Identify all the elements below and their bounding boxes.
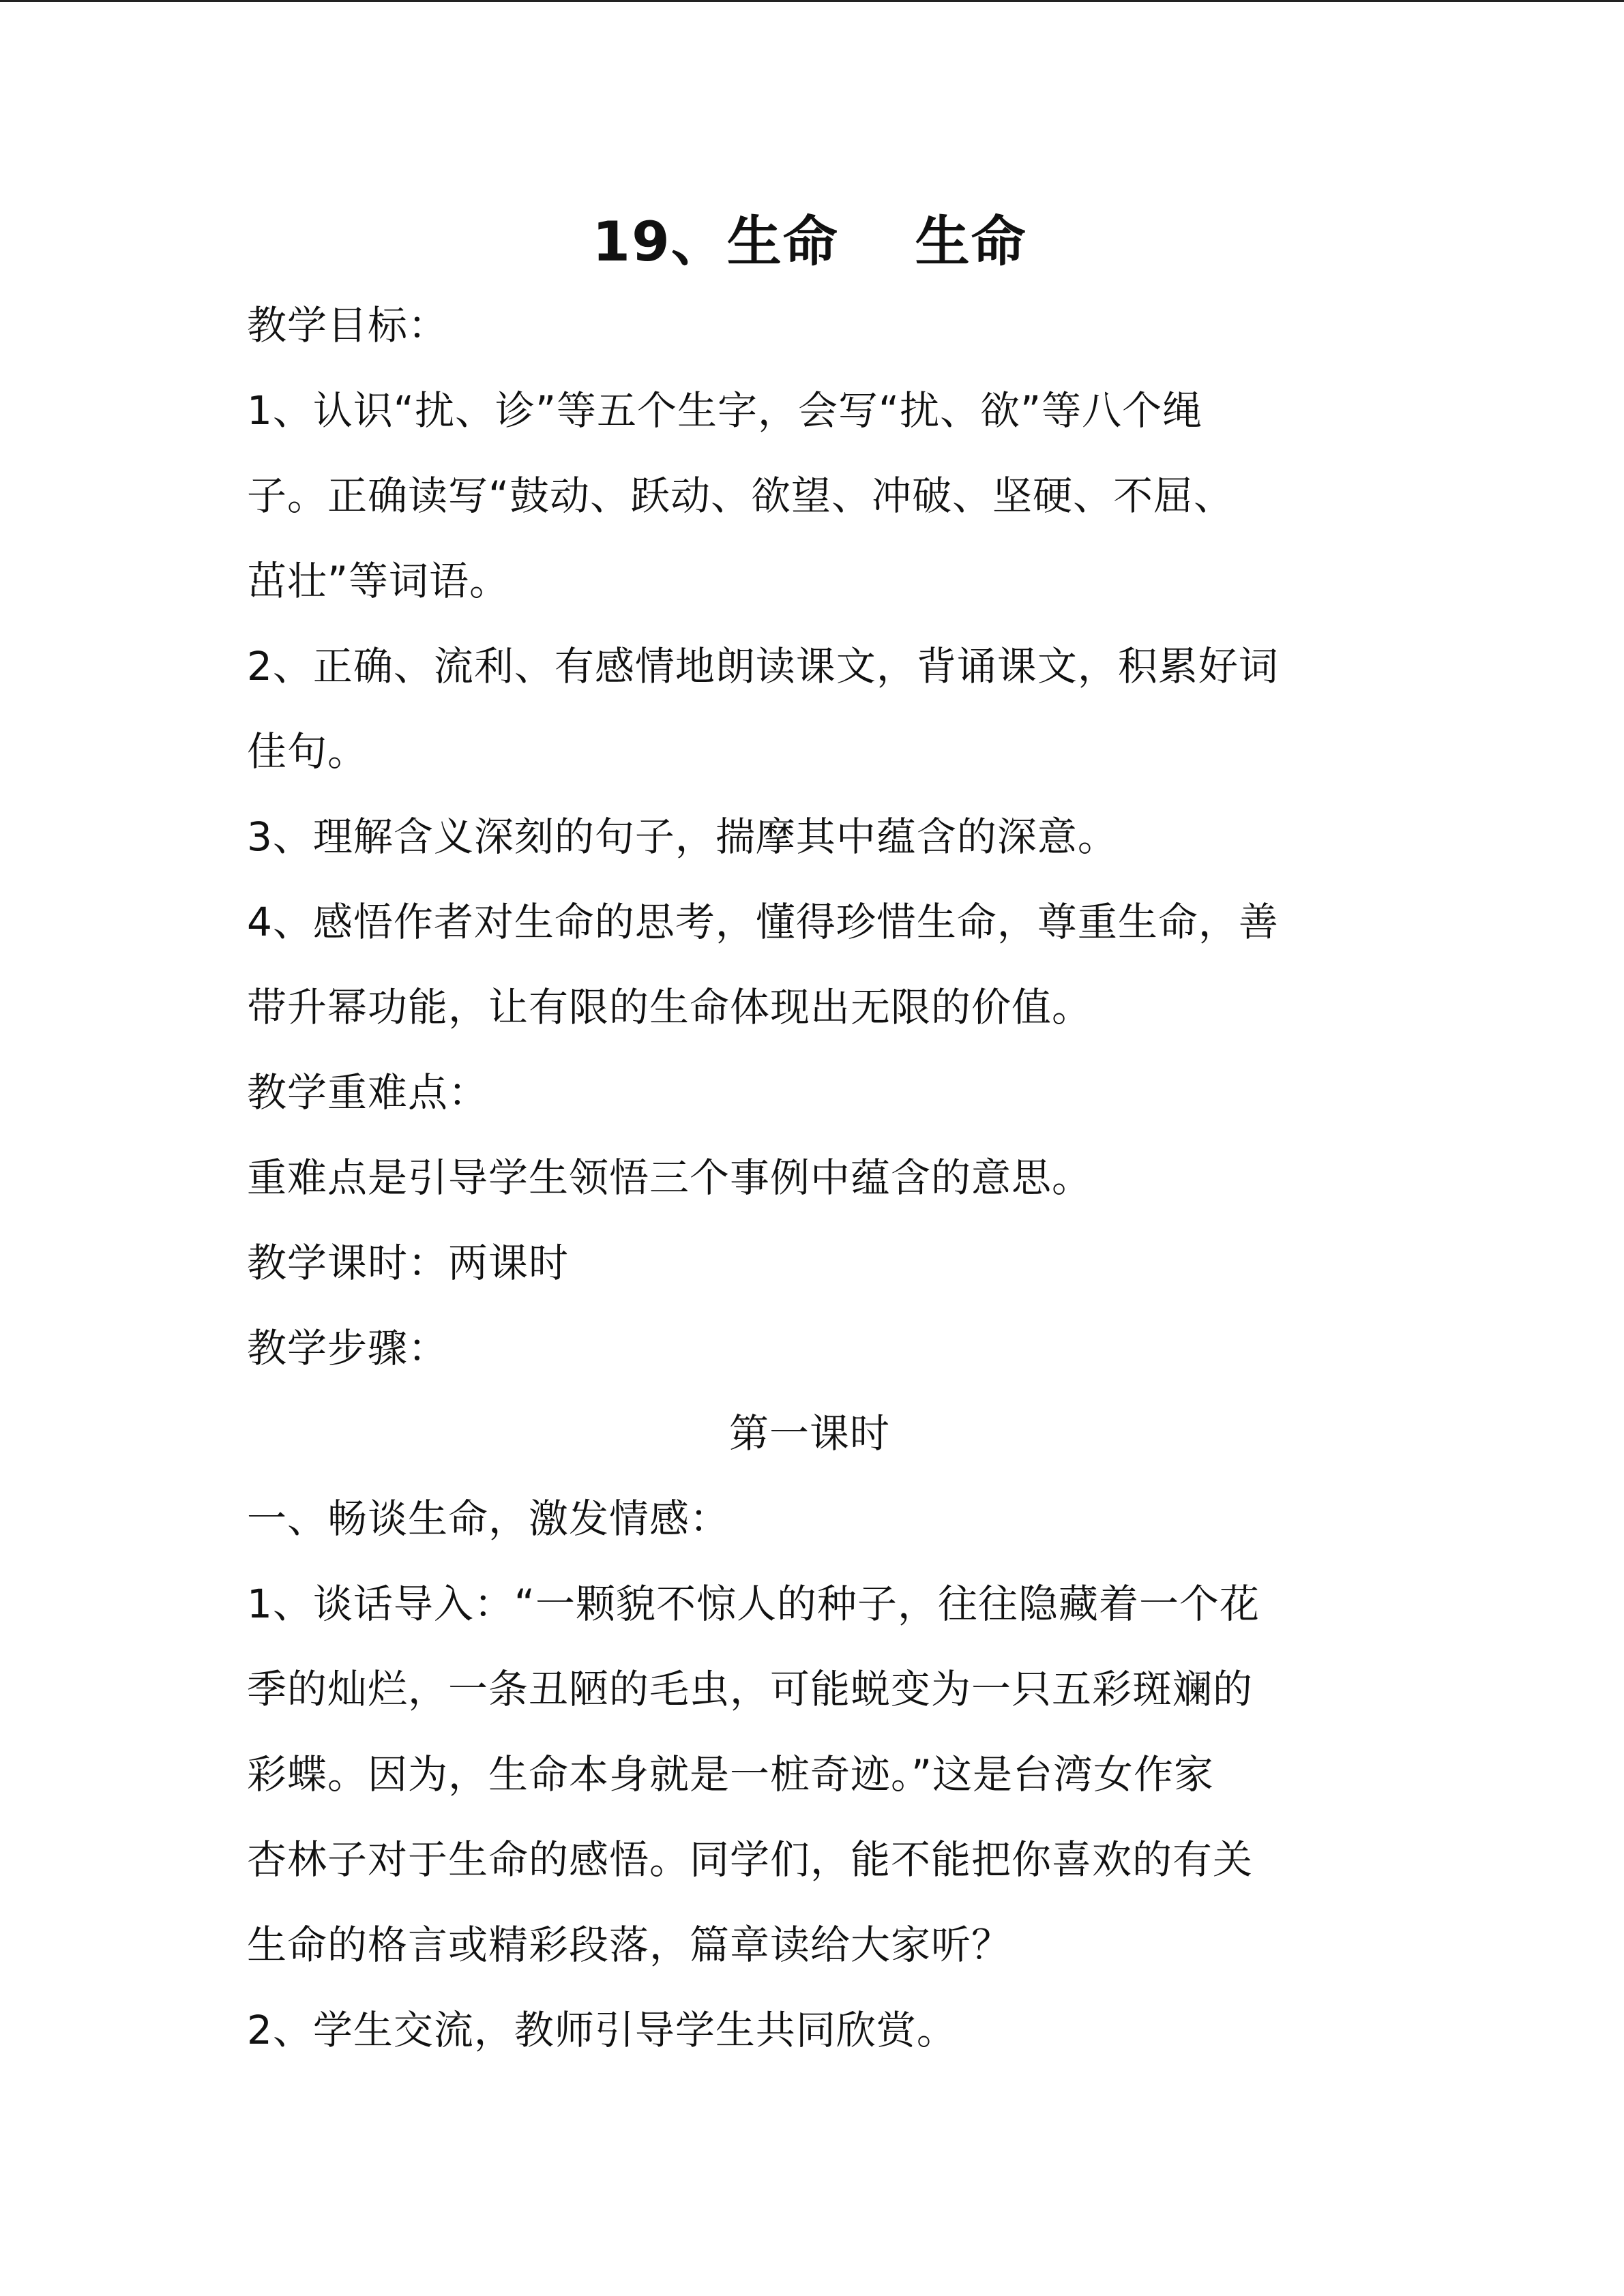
section-step-1-2: 2、学生交流，教师引导学生共同欣赏。 xyxy=(247,2007,957,2053)
objective-1-line-3: 茁壮”等词语。 xyxy=(247,558,510,604)
objective-2-line-1: 2、正确、流利、有感情地朗读课文，背诵课文，积累好词 xyxy=(247,643,1279,689)
key-points-text: 重难点是引导学生领悟三个事例中蕴含的意思。 xyxy=(247,1154,1093,1201)
section-step-1-1-line-5: 生命的格言或精彩段落，篇章读给大家听？ xyxy=(247,1922,1012,1968)
objective-4-line-2: 带升幂功能，让有限的生命体现出无限的价值。 xyxy=(247,984,1093,1030)
objective-3: 3、理解含义深刻的句子，揣摩其中蕴含的深意。 xyxy=(247,814,1118,860)
section-step-1-heading: 一、畅谈生命，激发情感： xyxy=(247,1495,730,1542)
objective-4-line-1: 4、感悟作者对生命的思考，懂得珍惜生命，尊重生命，善 xyxy=(247,899,1279,945)
steps-heading: 教学步骤： xyxy=(247,1325,449,1371)
page-top-border xyxy=(0,0,1624,2)
lesson-hours: 教学课时：两课时 xyxy=(247,1240,570,1286)
objectives-heading: 教学目标： xyxy=(247,302,449,348)
key-points-heading: 教学重难点： xyxy=(247,1069,489,1116)
section-heading: 第一课时 xyxy=(728,1410,890,1457)
section-step-1-1-line-1: 1、谈话导入：“一颗貌不惊人的种子，往往隐藏着一个花 xyxy=(247,1581,1260,1627)
section-step-1-1-line-2: 季的灿烂，一条丑陋的毛虫，可能蜕变为一只五彩斑斓的 xyxy=(247,1666,1254,1712)
section-step-1-1-line-3: 彩蝶。因为，生命本身就是一桩奇迹。”这是台湾女作家 xyxy=(247,1751,1215,1798)
document-title: 19、生命 生命 xyxy=(592,210,1027,273)
objective-2-line-2: 佳句。 xyxy=(247,728,368,775)
objective-1-line-2: 子。正确读写“鼓动、跃动、欲望、冲破、坚硬、不屈、 xyxy=(247,473,1235,519)
objective-1-line-1: 1、认识“扰、诊”等五个生字，会写“扰、欲”等八个绳 xyxy=(247,387,1203,434)
document-page xyxy=(247,198,1372,2073)
section-step-1-1-line-4: 杏林子对于生命的感悟。同学们，能不能把你喜欢的有关 xyxy=(247,1836,1254,1883)
